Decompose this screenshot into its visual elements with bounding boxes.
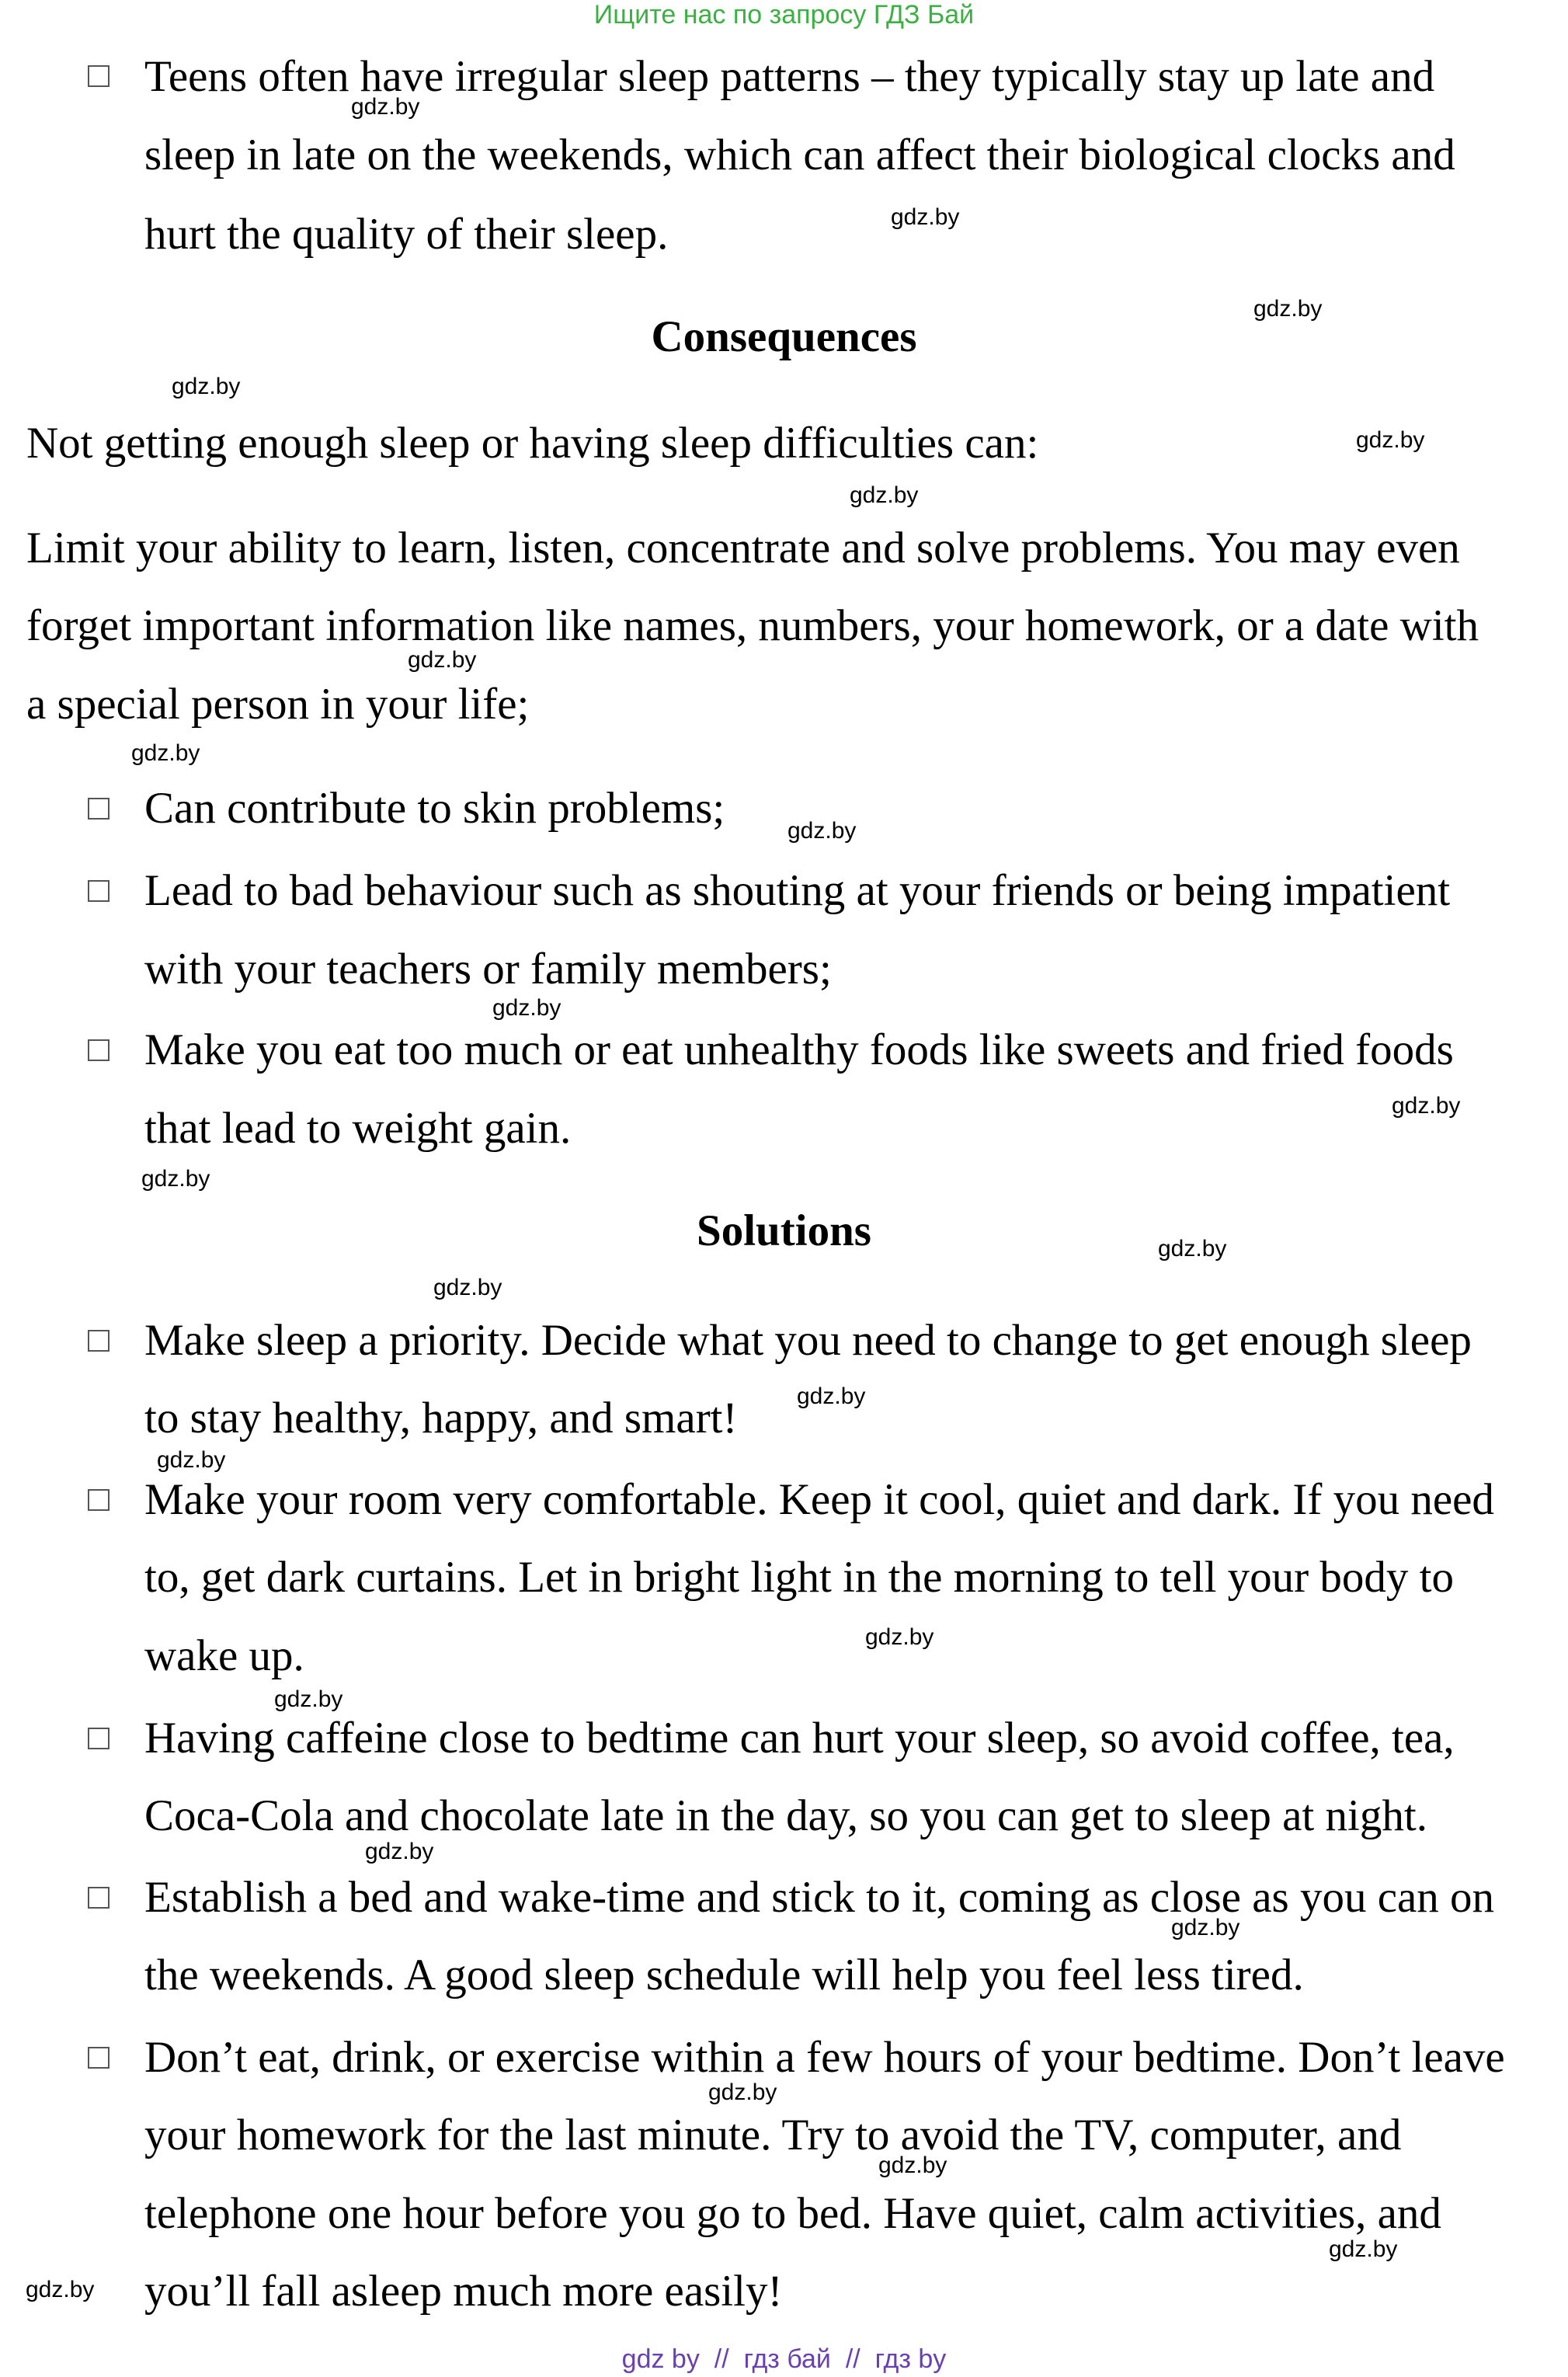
footer-link-gdz-bai[interactable]: гдз бай bbox=[743, 2344, 831, 2374]
bullet-box-icon bbox=[88, 65, 110, 87]
bullet-box-icon bbox=[88, 880, 110, 902]
intro-line-2: sleep in late on the weekends, which can affect their biological clocks and bbox=[144, 131, 1455, 179]
footer-links bbox=[0, 2344, 1568, 2375]
watermark: gdz.by bbox=[1329, 2236, 1398, 2262]
footer-separator: // bbox=[845, 2344, 860, 2374]
watermark: gdz.by bbox=[797, 1383, 866, 1409]
bullet-box-icon bbox=[88, 1330, 110, 1352]
watermark: gdz.by bbox=[1356, 427, 1425, 453]
consequences-paragraph-line-3: a special person in your life; bbox=[26, 680, 530, 729]
watermark: gdz.by bbox=[131, 740, 200, 766]
watermark: gdz.by bbox=[1171, 1915, 1240, 1940]
bullet-box-icon bbox=[88, 2047, 110, 2069]
solution-item-4-line-2: the weekends. A good sleep schedule will help you feel less tired. bbox=[144, 1951, 1304, 1999]
watermark: gdz.by bbox=[157, 1447, 226, 1473]
watermark: gdz.by bbox=[492, 995, 561, 1021]
solution-item-2-line-3: wake up. bbox=[144, 1631, 304, 1680]
solution-item-1-line-2: to stay healthy, happy, and smart! bbox=[144, 1394, 738, 1443]
section-heading-solutions: Solutions bbox=[697, 1206, 871, 1255]
bullet-box-icon bbox=[88, 1039, 110, 1061]
solution-item-1-line-1: Make sleep a priority. Decide what you need to change to get enough sleep bbox=[144, 1316, 1472, 1365]
solution-item-5-line-2: your homework for the last minute. Try to avoid the TV, computer, and bbox=[144, 2111, 1402, 2159]
consequence-item-2-line-2: with your teachers or family members; bbox=[144, 945, 832, 994]
watermark: gdz.by bbox=[141, 1166, 210, 1192]
solution-item-3-line-2: Coca-Cola and chocolate late in the day, so you can get to sleep at night. bbox=[144, 1791, 1427, 1840]
watermark: gdz.by bbox=[365, 1839, 434, 1864]
solution-item-5-line-1: Don’t eat, drink, or exercise within a few hours of your bedtime. Don’t leave bbox=[144, 2033, 1505, 2082]
footer-link-gdz-by-mixed[interactable]: гдз by bbox=[874, 2344, 947, 2374]
watermark: gdz.by bbox=[787, 818, 857, 844]
consequence-item-3-line-2: that lead to weight gain. bbox=[144, 1104, 572, 1153]
solution-item-2-line-1: Make your room very comfortable. Keep it cool, quiet and dark. If you need bbox=[144, 1475, 1494, 1524]
intro-line-3: hurt the quality of their sleep. bbox=[144, 210, 669, 259]
bullet-box-icon bbox=[88, 798, 110, 820]
watermark: gdz.by bbox=[708, 2079, 777, 2105]
watermark: gdz.by bbox=[172, 374, 241, 399]
watermark: gdz.by bbox=[850, 482, 919, 508]
watermark: gdz.by bbox=[891, 204, 960, 230]
solution-item-4-line-1: Establish a bed and wake-time and stick to it, coming as close as you can on bbox=[144, 1873, 1495, 1922]
footer-separator: // bbox=[714, 2344, 729, 2374]
bullet-box-icon bbox=[88, 1489, 110, 1511]
watermark: gdz.by bbox=[1392, 1093, 1461, 1119]
watermark: gdz.by bbox=[878, 2153, 947, 2178]
intro-line-1: Teens often have irregular sleep patterns – they typically stay up late and bbox=[144, 52, 1435, 101]
watermark: gdz.by bbox=[26, 2277, 95, 2302]
bullet-box-icon bbox=[88, 1887, 110, 1909]
watermark: gdz.by bbox=[1253, 296, 1323, 322]
section-heading-consequences: Consequences bbox=[651, 312, 917, 361]
solution-item-5-line-3: telephone one hour before you go to bed. Have quiet, calm activities, and bbox=[144, 2189, 1441, 2238]
solution-item-2-line-2: to, get dark curtains. Let in bright light in the morning to tell your body to bbox=[144, 1553, 1454, 1602]
consequence-item-1-line-1: Can contribute to skin problems; bbox=[144, 784, 725, 833]
watermark: gdz.by bbox=[433, 1275, 502, 1300]
watermark: gdz.by bbox=[408, 647, 477, 673]
consequence-item-3-line-1: Make you eat too much or eat unhealthy foods like sweets and fried foods bbox=[144, 1025, 1454, 1074]
solution-item-3-line-1: Having caffeine close to bedtime can hurt your sleep, so avoid coffee, tea, bbox=[144, 1714, 1455, 1763]
consequence-item-2-line-1: Lead to bad behaviour such as shouting at your friends or being impatient bbox=[144, 866, 1451, 915]
consequences-lead: Not getting enough sleep or having sleep difficulties can: bbox=[26, 419, 1039, 468]
bullet-box-icon bbox=[88, 1728, 110, 1749]
watermark: gdz.by bbox=[865, 1624, 934, 1650]
watermark: gdz.by bbox=[351, 94, 420, 120]
watermark: gdz.by bbox=[1158, 1236, 1227, 1262]
consequences-paragraph-line-1: Limit your ability to learn, listen, concentrate and solve problems. You may even bbox=[26, 524, 1460, 572]
solution-item-5-line-4: you’ll fall asleep much more easily! bbox=[144, 2267, 783, 2316]
footer-link-gdz-by[interactable]: gdz by bbox=[621, 2344, 700, 2374]
consequences-paragraph-line-2: forget important information like names, numbers, your homework, or a date with bbox=[26, 601, 1479, 650]
watermark: gdz.by bbox=[274, 1686, 343, 1712]
header-search-link[interactable]: Ищите нас по запросу ГДЗ Бай bbox=[593, 0, 975, 30]
